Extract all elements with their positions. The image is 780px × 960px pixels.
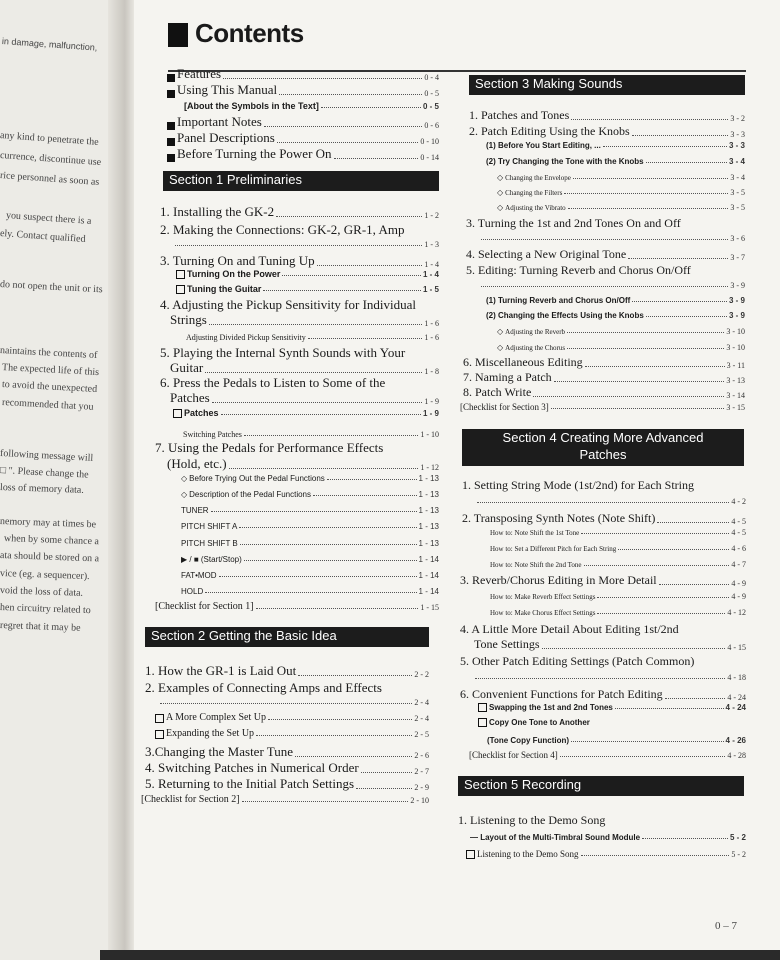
bottom-edge (100, 950, 780, 960)
toc-entry-cont: (Hold, etc.) 1 - 12 (167, 456, 439, 472)
left-page-line: vice (eg. a sequencer). (0, 568, 90, 583)
toc-entry-page: 1 - 3 (175, 240, 439, 249)
left-page-line: void the loss of data. (0, 585, 84, 599)
toc-entry: HOLD 1 - 14 (181, 587, 439, 596)
toc-entry: Swapping the 1st and 2nd Tones 4 - 24 (478, 703, 746, 712)
toc-entry: How to: Make Reverb Effect Settings 4 - 9 (490, 592, 746, 601)
toc-entry: Features 0 - 4 (167, 66, 439, 82)
left-page-line: you suspect there is a (5, 210, 92, 227)
toc-entry: 1. Setting String Mode (1st/2nd) for Each String (462, 478, 694, 492)
toc-entry: 1. How the GR-1 is Laid Out 2 - 2 (145, 663, 429, 679)
toc-entry: Listening to the Demo Song 5 - 2 (466, 849, 746, 859)
toc-entry: TUNER 1 - 13 (181, 506, 439, 515)
toc-entry: (1) Before You Start Editing, ... 3 - 3 (486, 141, 745, 150)
section-4-heading-line2: Patches (579, 447, 627, 462)
toc-entry-page: 4 - 2 (477, 497, 746, 506)
diamond-icon: ◇ (497, 173, 504, 182)
toc-entry: 2. Examples of Connecting Amps and Effects (145, 680, 382, 695)
toc-entry: ◇ Before Trying Out the Pedal Functions 1 - 13 (181, 474, 439, 483)
left-page-line: The expected life of this (1, 362, 100, 379)
toc-entry: How to: Make Chorus Effect Settings 4 - 12 (490, 608, 746, 617)
left-page-line: nemory may at times be (0, 516, 97, 531)
toc-entry: 5. Other Patch Editing Settings (Patch Common) (460, 654, 695, 668)
toc-entry: ◇ Changing the Filters 3 - 5 (497, 188, 745, 197)
toc-entry: 4. Selecting a New Original Tone 3 - 7 (466, 247, 745, 262)
left-page-line: □ ". Please change the (0, 465, 89, 481)
bullet-square-icon (167, 74, 175, 82)
toc-entry: [Checklist for Section 2] 2 - 10 (141, 794, 429, 805)
toc-entry: 1. Listening to the Demo Song (458, 813, 606, 827)
diamond-icon: ◇ (497, 343, 504, 352)
left-page-line: naintains the contents of (0, 345, 98, 362)
toc-entry: — Layout of the Multi-Timbral Sound Module 5 - 2 (470, 833, 746, 842)
toc-entry: 1. Installing the GK-2 1 - 2 (160, 204, 439, 220)
toc-entry: [Checklist for Section 1] 1 - 15 (155, 601, 439, 612)
toc-entry: 2. Transposing Synth Notes (Note Shift) 4 - 5 (462, 511, 746, 526)
section-5-heading: Section 5 Recording (458, 776, 744, 796)
left-page-line: any kind to penetrate the (0, 130, 100, 148)
toc-entry-cont: Guitar 1 - 8 (170, 360, 439, 376)
diamond-icon: ◇ (497, 203, 504, 212)
section-4-heading (462, 429, 744, 466)
toc-entry: 6. Convenient Functions for Patch Editing 4 - 24 (460, 687, 746, 702)
bullet-square-icon (167, 154, 175, 162)
left-page-line: ata should be stored on a (0, 550, 100, 565)
left-page-line: in damage, malfunction, (1, 36, 98, 53)
toc-entry: 8. Patch Write 3 - 14 (463, 385, 745, 400)
toc-entry: 6. Press the Pedals to Listen to Some of the (160, 375, 386, 390)
left-page-line: recommended that you (1, 397, 94, 413)
toc-entry: 3. Reverb/Chorus Editing in More Detail 4 - 9 (460, 573, 746, 588)
toc-entry: ◇ Changing the Envelope 3 - 4 (497, 173, 745, 182)
title-marker (168, 23, 188, 47)
checkbox-square-icon (173, 409, 182, 418)
diamond-icon: ◇ (181, 474, 188, 483)
toc-entry: 3. Turning On and Tuning Up 1 - 4 (160, 253, 439, 269)
checkbox-square-icon (478, 718, 487, 727)
diamond-icon: ◇ (181, 490, 188, 499)
toc-entry: Expanding the Set Up 2 - 5 (155, 728, 429, 739)
toc-entry: Before Turning the Power On 0 - 14 (167, 146, 439, 162)
toc-entry-page: 3 - 6 (481, 234, 745, 243)
toc-entry: A More Complex Set Up 2 - 4 (155, 712, 429, 723)
toc-entry: 5. Returning to the Initial Patch Settings 2 - 9 (145, 776, 429, 792)
left-page-line: rice personnel as soon as (0, 170, 100, 188)
toc-entry: ◇ Adjusting the Vibrato 3 - 5 (497, 203, 745, 212)
left-page-line: when by some chance a (3, 533, 100, 548)
toc-entry: 7. Using the Pedals for Performance Effects (155, 440, 384, 455)
toc-entry-page: 3 - 9 (481, 281, 745, 290)
page-gutter (108, 0, 136, 960)
toc-entry: Patches 1 - 9 (173, 408, 439, 418)
toc-entry-page: 2 - 4 (160, 698, 429, 707)
diamond-icon: ◇ (497, 327, 504, 336)
toc-entry: 3. Turning the 1st and 2nd Tones On and Off (466, 216, 681, 230)
toc-entry: [About the Symbols in the Text] 0 - 5 (184, 101, 439, 111)
section-4-heading-line1: Section 4 Creating More Advanced (502, 430, 704, 445)
toc-entry: Adjusting Divided Pickup Sensitivity 1 - 6 (186, 333, 439, 342)
toc-entry: Turning On the Power 1 - 4 (176, 269, 439, 279)
toc-entry: ▶ / ■ (Start/Stop) 1 - 14 (181, 555, 439, 564)
toc-entry: ◇ Adjusting the Chorus 3 - 10 (497, 343, 745, 352)
toc-entry: [Checklist for Section 3] 3 - 15 (460, 402, 745, 412)
left-page-line: ely. Contact qualified (0, 228, 86, 245)
section-2-heading: Section 2 Getting the Basic Idea (145, 627, 429, 647)
left-page-line: regret that it may be (0, 620, 81, 634)
toc-entry-cont: Tone Settings 4 - 15 (474, 637, 746, 652)
bullet-square-icon (167, 90, 175, 98)
toc-entry: Copy One Tone to Another (478, 718, 746, 727)
toc-entry: 4. A Little More Detail About Editing 1st/2nd (460, 622, 679, 636)
toc-entry: (1) Turning Reverb and Chorus On/Off 3 - 9 (486, 296, 745, 305)
toc-entry: How to: Note Shift the 2nd Tone 4 - 7 (490, 560, 746, 569)
left-page-line: do not open the unit or its (0, 279, 103, 296)
toc-entry: [Checklist for Section 4] 4 - 28 (469, 750, 746, 760)
toc-entry-page: 4 - 18 (475, 673, 746, 682)
toc-entry: ◇ Adjusting the Reverb 3 - 10 (497, 327, 745, 336)
diamond-icon: ◇ (497, 188, 504, 197)
left-page-line: to avoid the unexpected (1, 379, 98, 395)
toc-entry: 4. Switching Patches in Numerical Order 2 - 7 (145, 760, 429, 776)
toc-entry: 3.Changing the Master Tune 2 - 6 (145, 744, 429, 760)
toc-entry: (2) Changing the Effects Using the Knobs 3 - 9 (486, 311, 745, 320)
page-title: Contents (195, 18, 304, 48)
toc-entry: (2) Try Changing the Tone with the Knobs 3 - 4 (486, 157, 745, 166)
section-1-heading: Section 1 Preliminaries (163, 171, 439, 191)
toc-entry: Tuning the Guitar 1 - 5 (176, 284, 439, 294)
left-page (0, 0, 124, 960)
bullet-square-icon (167, 122, 175, 130)
toc-entry: PITCH SHIFT A 1 - 13 (181, 522, 439, 531)
toc-entry: 4. Adjusting the Pickup Sensitivity for Individual (160, 297, 417, 312)
toc-entry: 2. Making the Connections: GK-2, GR-1, Amp (160, 222, 405, 237)
toc-entry: How to: Note Shift the 1st Tone 4 - 5 (490, 528, 746, 537)
toc-entry: How to: Set a Different Pitch for Each String 4 - 6 (490, 544, 746, 553)
left-page-line: hen circuitry related to (0, 602, 91, 617)
section-3-heading: Section 3 Making Sounds (469, 75, 745, 95)
toc-entry: Switching Patches 1 - 10 (183, 430, 439, 439)
toc-entry: Using This Manual 0 - 5 (167, 82, 439, 98)
toc-entry: 6. Miscellaneous Editing 3 - 11 (463, 355, 745, 370)
left-page-line: currence, discontinue use (0, 150, 102, 169)
toc-entry: Important Notes 0 - 6 (167, 114, 439, 130)
checkbox-square-icon (176, 270, 185, 279)
checkbox-square-icon (466, 850, 475, 859)
toc-entry-cont: (Tone Copy Function) 4 - 26 (487, 736, 746, 745)
toc-entry: Panel Descriptions 0 - 10 (167, 130, 439, 146)
toc-entry-cont: Patches 1 - 9 (170, 390, 439, 406)
toc-entry: 5. Playing the Internal Synth Sounds with Your (160, 345, 406, 360)
checkbox-square-icon (176, 285, 185, 294)
toc-entry: 5. Editing: Turning Reverb and Chorus On/Off (466, 263, 691, 277)
left-page-line: loss of memory data. (0, 482, 85, 496)
left-page-line: following message will (0, 448, 94, 464)
toc-entry: 2. Patch Editing Using the Knobs 3 - 3 (469, 124, 745, 139)
bullet-square-icon (167, 138, 175, 146)
page-number: 0 – 7 (715, 920, 737, 932)
toc-entry: FAT•MOD 1 - 14 (181, 571, 439, 580)
toc-entry: 1. Patches and Tones 3 - 2 (469, 108, 745, 123)
checkbox-square-icon (478, 703, 487, 712)
toc-entry: ◇ Description of the Pedal Functions 1 - 13 (181, 490, 439, 499)
toc-entry-cont: Strings 1 - 6 (170, 312, 439, 328)
toc-entry: PITCH SHIFT B 1 - 13 (181, 539, 439, 548)
toc-entry: 7. Naming a Patch 3 - 13 (463, 370, 745, 385)
checkbox-square-icon (155, 714, 164, 723)
checkbox-square-icon (155, 730, 164, 739)
